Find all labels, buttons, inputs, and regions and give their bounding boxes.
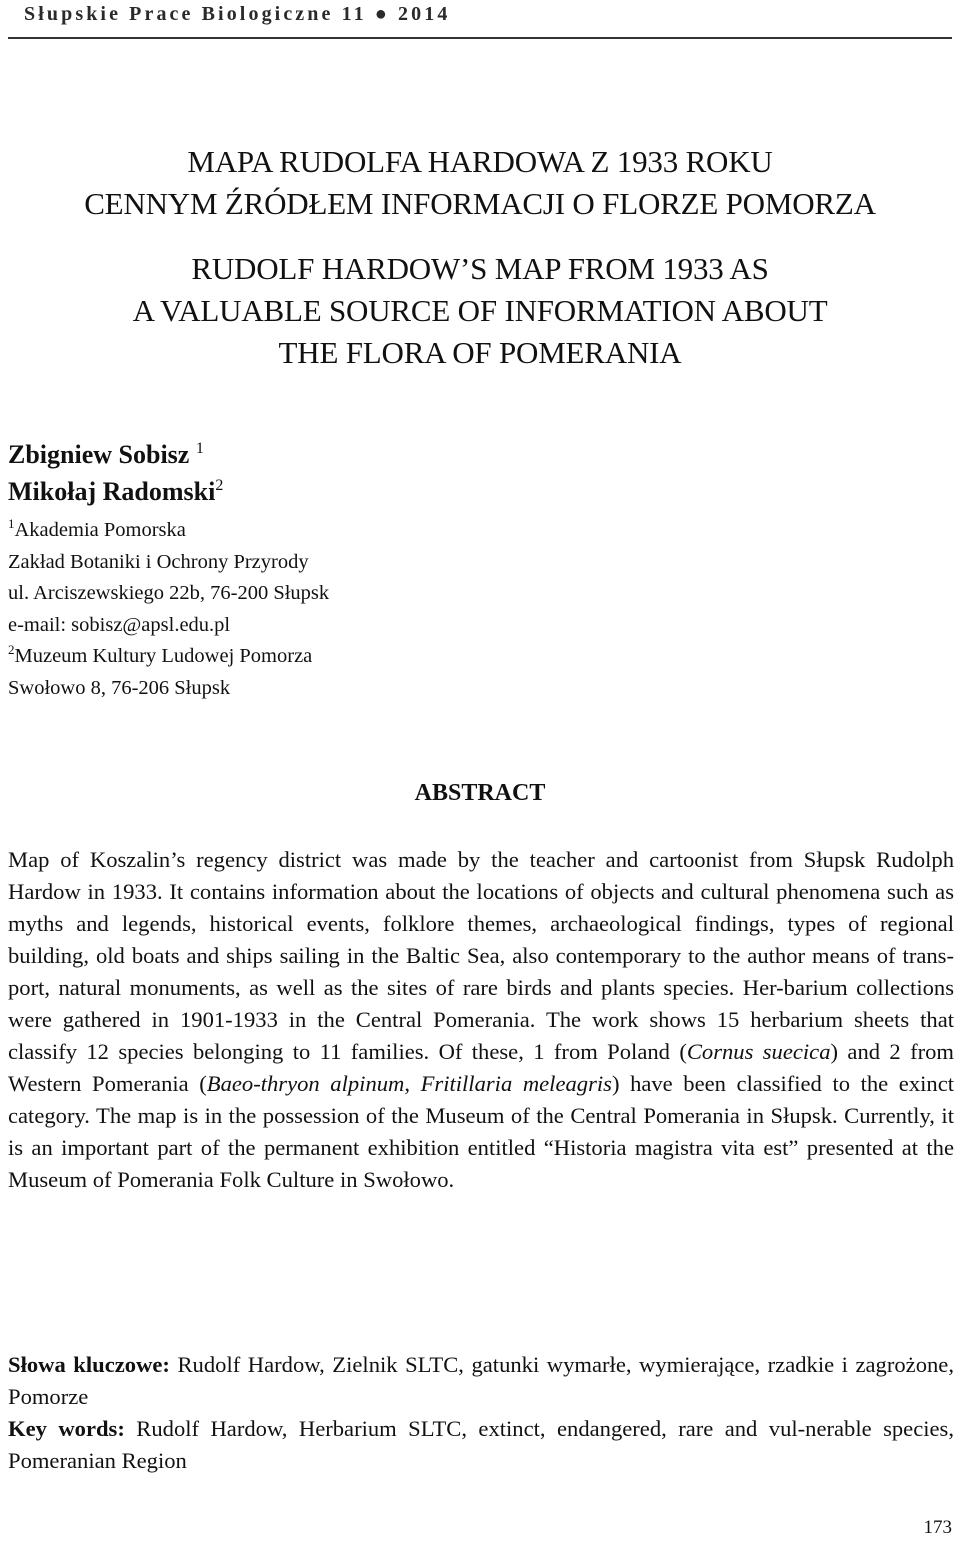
author-name: Mikołaj Radomski (8, 477, 216, 506)
title-polish (0, 141, 960, 225)
keywords-text: Rudolf Hardow, Herbarium SLTC, extinct, endangered, rare and vul-nerable species, Pomeranian Region (8, 1416, 954, 1473)
author-list (8, 436, 223, 510)
author (8, 473, 223, 510)
header-rule (8, 37, 952, 39)
affiliation-mark: 2 (8, 642, 15, 657)
title-english-line: A VALUABLE SOURCE OF INFORMATION ABOUT (132, 293, 828, 328)
author-name: Zbigniew Sobisz (8, 440, 190, 469)
keywords-label: Key words: (8, 1416, 125, 1441)
keywords-text: Rudolf Hardow, Zielnik SLTC, gatunki wymarłe, wymierające, rzadkie i zagrożone, Pomorze (8, 1352, 954, 1409)
affiliation-mark: 1 (8, 516, 15, 531)
abstract-segment: , (404, 1071, 421, 1096)
affiliation-institution: Muzeum Kultury Ludowej Pomorza (14, 645, 313, 667)
keywords-english (8, 1413, 954, 1477)
affiliations (8, 515, 329, 704)
keywords-polish (8, 1349, 954, 1413)
author-affiliation-mark: 1 (195, 440, 204, 457)
affiliation-institution: Akademia Pomorska (14, 519, 186, 541)
affiliation-address: Swołowo 8, 76-206 Słupsk (8, 676, 231, 699)
journal-title: Słupskie Prace Biologiczne 11 ● 2014 (24, 3, 451, 25)
affiliation-email: e-mail: sobisz@apsl.edu.pl (8, 613, 231, 636)
author-affiliation-mark: 2 (215, 477, 224, 494)
journal-header (0, 0, 960, 40)
abstract-heading: ABSTRACT (414, 780, 546, 806)
keywords-label: Słowa kluczowe: (8, 1352, 170, 1377)
author (8, 436, 223, 473)
page-number: 173 (923, 1517, 952, 1538)
title-polish-line: CENNYM ŹRÓDŁEM INFORMACJI O FLORZE POMORZA (84, 186, 876, 221)
title-english-line: THE FLORA OF POMERANIA (278, 335, 682, 370)
affiliation-department: Zakład Botaniki i Ochrony Przyrody (8, 550, 309, 573)
title-english-line: RUDOLF HARDOW’S MAP FROM 1933 AS (191, 251, 769, 286)
abstract-text (8, 844, 954, 1196)
abstract-segment: ) have been classified to the exinct category. The map is in the possession of the Museum of the Central Pomerania in Słupsk. Currently, it is an important part of the permanent exhibition entitled “Historia magistra vita est” presented at the Museum of Pomerania Folk Culture in Swołowo. (8, 1071, 954, 1192)
title-polish-line: MAPA RUDOLFA HARDOWA Z 1933 ROKU (187, 144, 773, 179)
abstract-segment: Map of Koszalin’s regency district was made by the teacher and cartoonist from Słupsk Rudolph Hardow in 1933. It contains information about the locations of objects and cultural phenomena such as myths and legends, historical events, folklore themes, archaeological findings, types of regional building, old boats and ships sailing in the Baltic Sea, also contemporary to the author means of trans-port, natural monuments, as well as the sites of rare birds and plants species. Her-barium collections were gathered in 1901-1933 in the Central Pomerania. The work shows 15 herbarium sheets that classify 12 species belonging to 11 families. Of these, 1 from Poland ( (8, 847, 954, 1064)
affiliation-line (8, 641, 329, 673)
species-name: Baeo-thryon alpinum (206, 1071, 405, 1096)
abstract-segment: ) and 2 from Western Pomerania ( (8, 1039, 954, 1096)
species-name: Fritillaria meleagris (420, 1071, 612, 1096)
species-name: Cornus suecica (686, 1039, 831, 1064)
affiliation-line (8, 515, 329, 547)
title-english (0, 248, 960, 374)
affiliation-address: ul. Arciszewskiego 22b, 76-200 Słupsk (8, 582, 330, 604)
